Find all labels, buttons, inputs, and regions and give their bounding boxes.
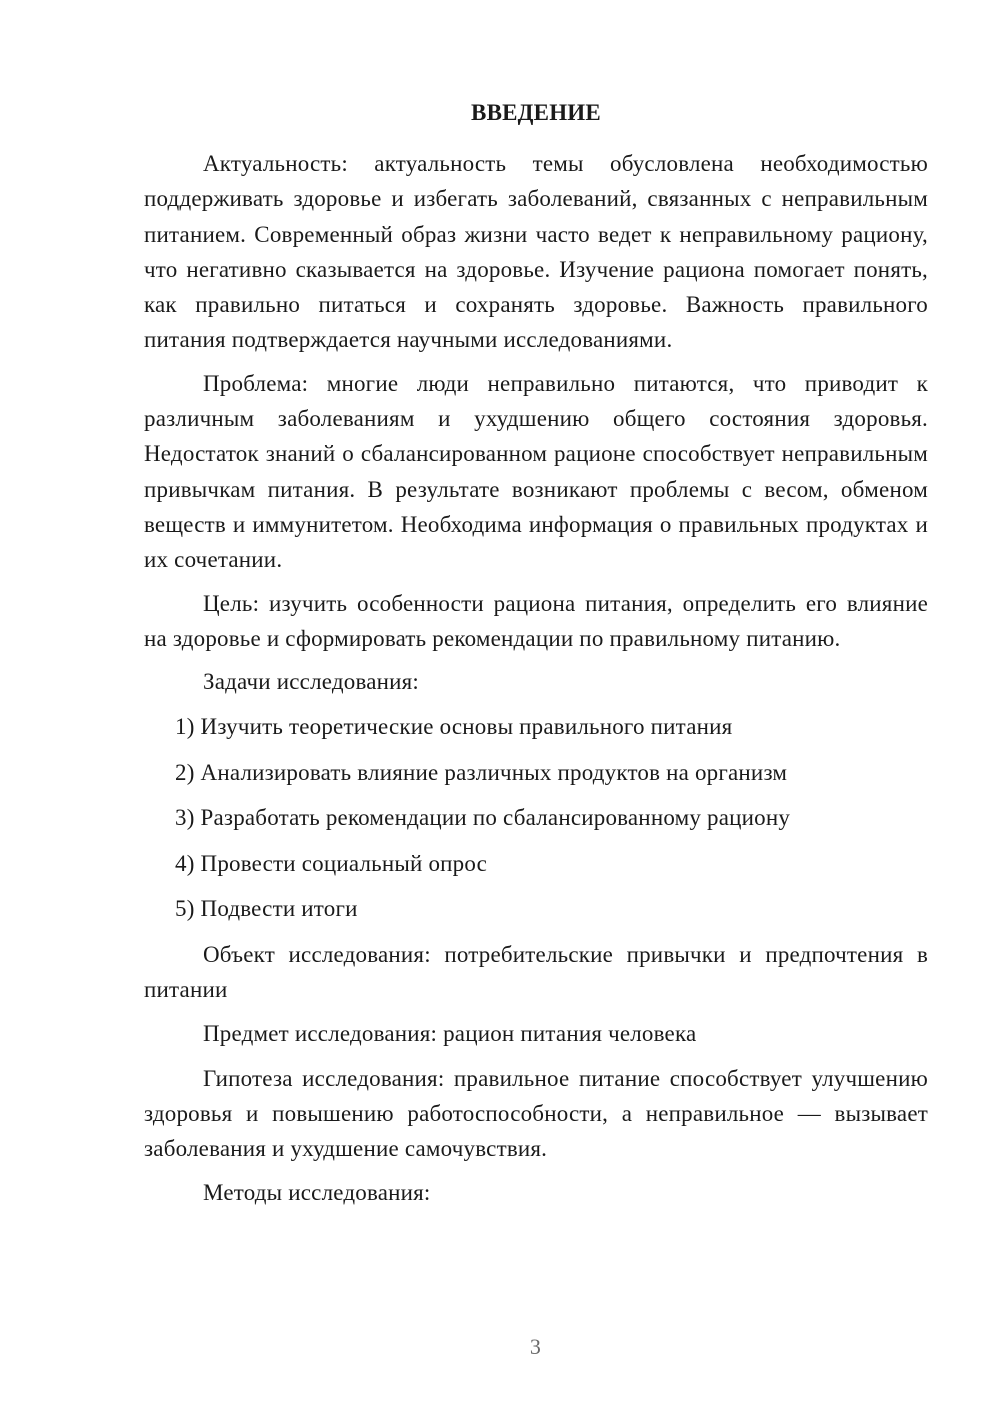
tasks-heading: Задачи исследования: xyxy=(203,669,420,695)
task-item-5: 5) Подвести итоги xyxy=(175,896,358,922)
task-item-1: 1) Изучить теоретические основы правильного питания xyxy=(175,714,733,740)
relevance-paragraph: Актуальность: актуальность темы обусловлена необходимостью поддерживать здоровье и избегать заболеваний, связанных с неправильным питанием. Современный образ жизни часто ведет к неправильному рациону, что негативно сказывается на здоровье. Изучение рациона помогает понять, как правильно питаться и сохранять здоровье. Важность правильного питания подтверждается научными исследованиями. xyxy=(144,151,928,353)
hypothesis-paragraph: Гипотеза исследования: правильное питание способствует улучшению здоровья и повышению работоспособности, а неправильное — вызывает заболевания и ухудшение самочувствия. xyxy=(144,1065,928,1162)
page-number: 3 xyxy=(529,1334,542,1359)
problem-paragraph: Проблема: многие люди неправильно питаются, что приводит к различным заболеваниям и ухудшению общего состояния здоровья. Недостаток знаний о сбалансированном рационе способствует неправильным привычкам питания. В результате возникают проблемы с весом, обменом веществ и иммунитетом. Необходима информация о правильных продуктах и их сочетании. xyxy=(144,370,928,573)
task-item-2: 2) Анализировать влияние различных продуктов на организм xyxy=(175,759,788,785)
methods-paragraph: Методы исследования: xyxy=(203,1179,431,1205)
task-item-4: 4) Провести социальный опрос xyxy=(175,850,488,876)
page-content xyxy=(144,95,928,1220)
goal-paragraph: Цель: изучить особенности рациона питания, определить его влияние на здоровье и сформировать рекомендации по правильному питанию. xyxy=(144,590,928,651)
object-paragraph: Объект исследования: потребительские привычки и предпочтения в питании xyxy=(144,941,928,1003)
section-title: ВВЕДЕНИЕ xyxy=(471,100,601,125)
task-item-3: 3) Разработать рекомендации по сбалансированному рациону xyxy=(175,805,791,831)
subject-paragraph: Предмет исследования: рацион питания человека xyxy=(203,1020,697,1046)
tasks-list xyxy=(144,709,928,926)
